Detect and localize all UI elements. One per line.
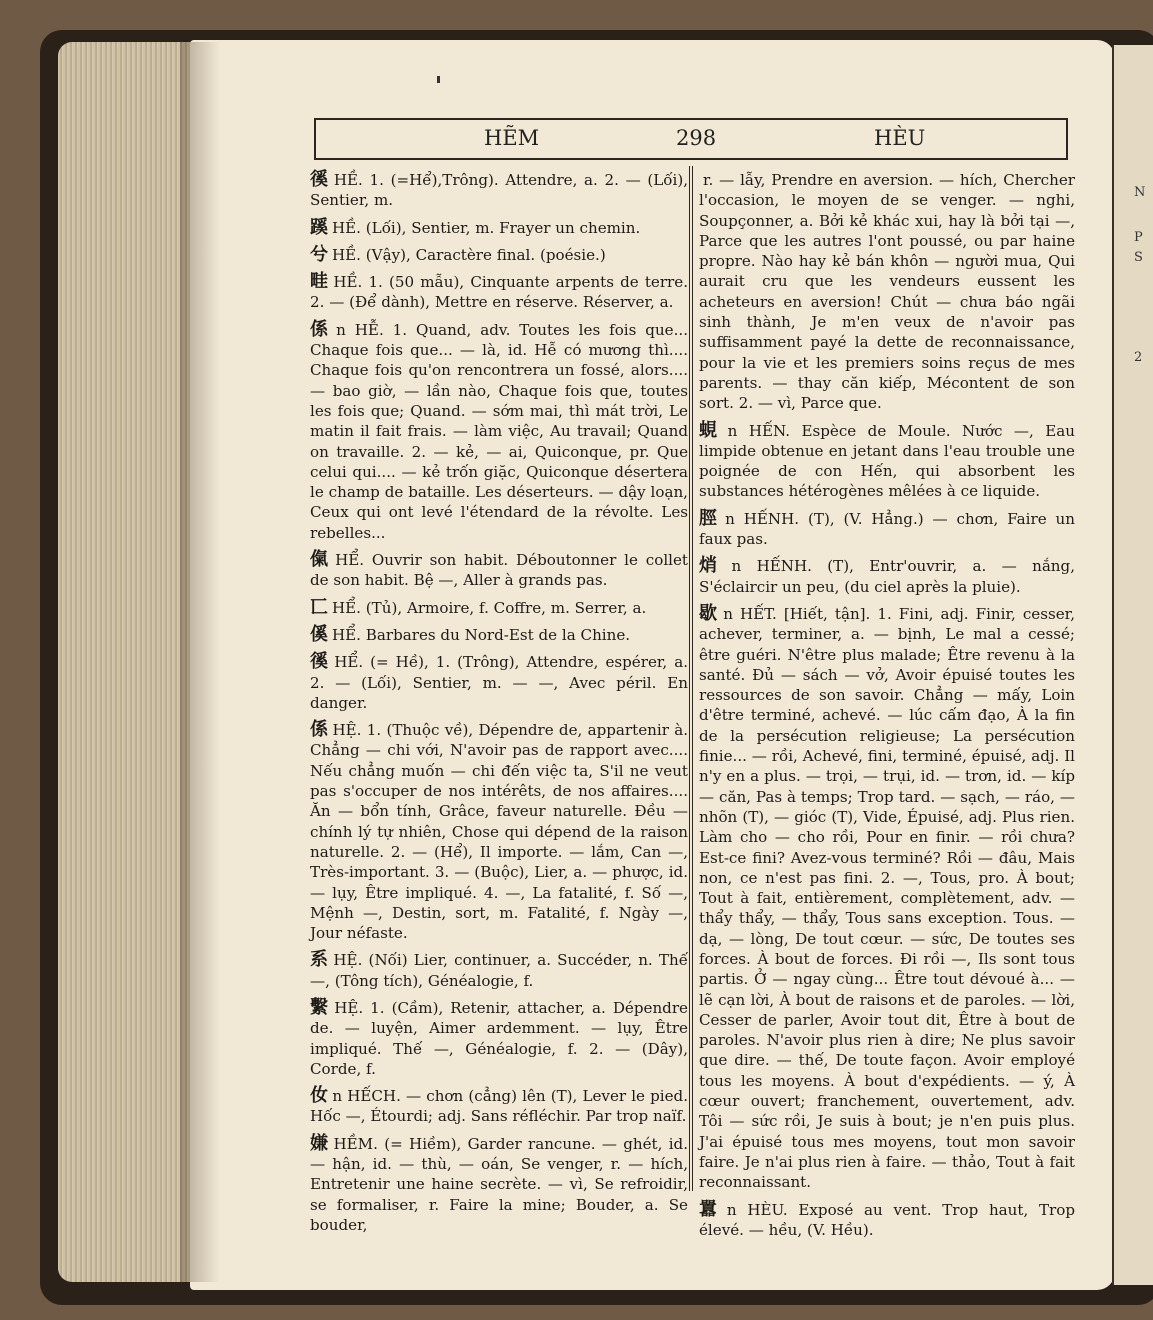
next-page-edge — [1112, 45, 1153, 1285]
chinese-character: 係 — [310, 719, 329, 741]
dictionary-entry — [310, 272, 688, 313]
next-page-fragment: N — [1134, 185, 1146, 200]
entry-text: n HÈU. Exposé au vent. Trop haut, Trop élevé. — hều, (V. Hều). — [699, 1200, 1076, 1239]
gutter-shadow — [180, 42, 220, 1282]
entry-text: HỆ. 1. (Cầm), Retenir, attacher, a. Dépendre de. — luyện, Aimer ardemment. — lụy, Être impliqué. Thế —, Généalogie, f. 2. — (Dây), Corde, f. — [310, 998, 688, 1078]
header-left-word: HẼM — [484, 126, 540, 150]
chinese-character: 囂 — [699, 1198, 723, 1220]
next-page-fragment: P — [1134, 230, 1143, 245]
entry-text: HỀ. 1. (=Hể),Trông). Attendre, a. 2. — (Lối), Sentier, m. — [310, 171, 688, 210]
chinese-character: 兮 — [310, 243, 328, 265]
chinese-character: 㑶 — [310, 549, 332, 571]
dictionary-entry-continued — [699, 170, 1075, 414]
entry-text: HỂ. Barbares du Nord-Est de la Chine. — [332, 625, 631, 644]
entry-text: HỆ. 1. (Thuộc về), Dépendre de, appartenir à. Chẳng — chi với, N'avoir pas de rapport avec.... Nếu chẳng muốn — chi đến việc ta, S'il ne veut pas s'occuper de nos intérêts, de nos affaires.... Ăn — bổn tính, Grâce, faveur naturelle. Đều — chính lý tự nhiên, Chose qui dépend de la raison naturelle. 2. — (Hể), Il importe. — lắm, Can —, Très-important. 3. — (Buộc), Lier, a. — phược, id. — lụy, Être impliqué. 4. —, La fatalité, f. Số —, Mệnh —, Destin, sort, m. Fatalité, f. Ngày —, Jour néfaste. — [310, 721, 688, 943]
chinese-character: 匸 — [310, 596, 328, 618]
left-column — [310, 169, 689, 1234]
dictionary-entry — [310, 218, 688, 238]
entry-text: HỀM. (= Hiềm), Garder rancune. — ghét, id. — hận, id. — thù, — oán, Se venger, r. — hích, Entretenir une haine secrète. — vì, Se refroidir, se formaliser, r. Faire la mine; Bouder, a. Se bouder, — [310, 1134, 688, 1234]
chinese-character: 歇 — [699, 602, 720, 624]
chinese-character: 系 — [310, 949, 330, 971]
chinese-character: 焇 — [699, 555, 728, 577]
dictionary-entry — [310, 550, 688, 591]
dictionary-entry — [310, 998, 688, 1079]
dictionary-entry — [310, 1134, 688, 1235]
entry-text: HỀ. (Vậy), Caractère final. (poésie.) — [332, 245, 606, 264]
chinese-character: 繫 — [310, 996, 331, 1018]
chinese-character: 徯 — [310, 169, 330, 190]
dictionary-entry — [310, 245, 688, 265]
print-mark — [437, 76, 440, 83]
dictionary-entry — [310, 598, 688, 618]
dictionary-entry — [310, 625, 688, 645]
chinese-character: 蜆 — [699, 419, 724, 441]
chinese-character: 㚢 — [310, 1085, 329, 1107]
entry-text: n HẾCH. — chơn (cẳng) lên (T), Lever le pied. Hốc —, Étourdi; adj. Sans réfléchir. Par trop naïf. — [310, 1087, 689, 1126]
dictionary-entry — [310, 652, 688, 713]
entry-text: HỂ. (Tủ), Armoire, f. Coffre, m. Serrer, a. — [332, 598, 647, 617]
entry-text: HỀ. (Lối), Sentier, m. Frayer un chemin. — [332, 218, 641, 237]
dictionary-entry — [310, 950, 688, 991]
page-number: 298 — [676, 126, 717, 150]
entry-text: n HỄ. 1. Quand, adv. Toutes les fois que... Chaque fois que... — là, id. Hễ có mương thì.... Chaque fois qu'on rencontrera un fossé, alors.... — bao giờ, — lần nào, Chaque fois que, toutes les fois que; Quand. — sớm mai, thì mát trời, Le matin il fait frais. — làm việc, Au travail; Quand on travaille. 2. — kẻ, — ai, Quiconque, pr. Que celui qui.... — kẻ trốn giặc, Quiconque désertera le champ de bataille. Les déserteurs. — dậy loạn, Ceux qui ont levé l'étendard de la révolte. Les rebelles... — [310, 320, 688, 542]
dictionary-entry — [310, 320, 688, 543]
entry-text: HỀ. 1. (50 mẫu), Cinquante arpents de terre. 2. — (Để dành), Mettre en réserve. Réserver, a. — [310, 273, 689, 312]
entry-text: HỂ. Ouvrir son habit. Déboutonner le collet de son habit. Bệ —, Aller à grands pas. — [310, 551, 688, 590]
dictionary-entry — [699, 421, 1075, 502]
entry-text: HỂ. (= Hề), 1. (Trông), Attendre, espérer, a. 2. — (Lối), Sentier, m. — —, Avec péril. En danger. — [310, 653, 689, 712]
chinese-character: 畦 — [310, 271, 330, 293]
next-page-fragment: 2 — [1134, 350, 1143, 365]
entry-text: n HẾNH. (T), Entr'ouvrir, a. — nắng, S'éclaircir un peu, (du ciel après la pluie). — [699, 557, 1075, 596]
page-edges — [58, 42, 193, 1282]
dictionary-entry — [310, 720, 688, 943]
dictionary-entry — [310, 170, 688, 211]
dictionary-entry — [699, 1200, 1075, 1241]
chinese-character: 嫌 — [310, 1132, 330, 1154]
chinese-character: 傒 — [310, 623, 328, 645]
entry-text: n HẾNH. (T), (V. Hẳng.) — chơn, Faire un faux pas. — [699, 509, 1075, 549]
entry-text: HỆ. (Nối) Lier, continuer, a. Succéder, n. Thế —, (Tông tích), Généalogie, f. — [310, 951, 688, 990]
dictionary-entry — [699, 604, 1075, 1193]
chinese-character: 脛 — [699, 507, 722, 529]
chinese-character: 徯 — [310, 651, 331, 673]
right-column — [699, 170, 1076, 1239]
header-right-word: HÈU — [874, 126, 926, 150]
next-page-fragment: S — [1134, 250, 1143, 265]
entry-text: n HẾT. [Hiết, tận]. 1. Fini, adj. Finir, cesser, achever, terminer, a. — bịnh, Le mal a cessé; être guéri. N'être plus malade; Être revenu à la santé. Đủ — sách — vở, Avoir épuisé toutes les ressources de son savoir. Chẳng — mấy, Loin d'être terminé, achevé. — lúc cấm đạo, À la fin de la persécution religieuse; La persécution finie... — rồi, Achevé, fini, terminé, épuisé, adj. Il n'y en a plus. — trọi, — trụi, id. — trơn, id. — kíp — căn, Pas à temps; Trop tard. — sạch, — ráo, — nhõn (T), — gióc (T), Vide, Épuisé, adj. Plus rien. Làm cho — cho rồi, Pour en finir. — rồi chưa? Est-ce fini? Avez-vous terminé? Rồi — đâu, Mais non, ce n'est pas fini. 2. —, Tous, pro. À bout; Tout à fait, entièrement, complètement, adv. — thẩy thẩy, — thẩy, Tous sans exception. Tous. — dạ, — lòng, De tout cœur. — sức, De toutes ses forces. À bout de forces. Đi rồi —, Ils sont tous partis. Ở — ngay cùng... Être tout dévoué à... — lẽ cạn lời, À bout de raisons et de paroles. — lời, Cesser de parler, Avoir tout dit, Être à bout de paroles. N'avoir plus rien à dire; Ne plus savoir que dire. — thế, De toute façon. Avoir employé tous les moyens. À bout d'expédients. — ý, À cœur ouvert; franchement, ouvertement, adv. Tôi — sức rồi, Je suis à bout; je n'en puis plus. J'ai épuisé tous mes moyens, tout mon savoir faire. Je n'ai plus rien à faire. — thảo, Tout à fait reconnaissant. — [699, 604, 1076, 1192]
dictionary-entry — [699, 509, 1075, 550]
chinese-character: 係 — [310, 318, 333, 340]
dictionary-entry — [310, 1086, 688, 1127]
entry-text: r. — lẫy, Prendre en aversion. — hích, Chercher l'occasion, le moyen de se venger. — nghi, Soupçonner, a. Bởi kẻ khác xui, hay là bởi tại —, Parce que les autres l'ont poussé, ou par haine propre. Nào hay kẻ bán khôn — người mua, Qui aurait cru que les vendeurs eussent les acheteurs en aversion! Chút — chưa báo ngãi sinh thành, Je m'en veux de n'avoir pas suffisamment payé la dette de reconnaissance, pour la vie et les premiers soins reçus de mes parents. — thay căn kiếp, Mécontent de son sort. 2. — vì, Parce que. — [699, 171, 1075, 413]
page-header — [314, 118, 1068, 160]
column-divider — [689, 166, 693, 1191]
dictionary-entry — [699, 556, 1075, 597]
chinese-character: 蹊 — [310, 216, 328, 238]
entry-text: n HẾN. Espèce de Moule. Nước —, Eau limpide obtenue en jetant dans l'eau trouble une poignée de con Hến, qui absorbent les substances hétérogènes mêlées à ce liquide. — [699, 421, 1075, 501]
